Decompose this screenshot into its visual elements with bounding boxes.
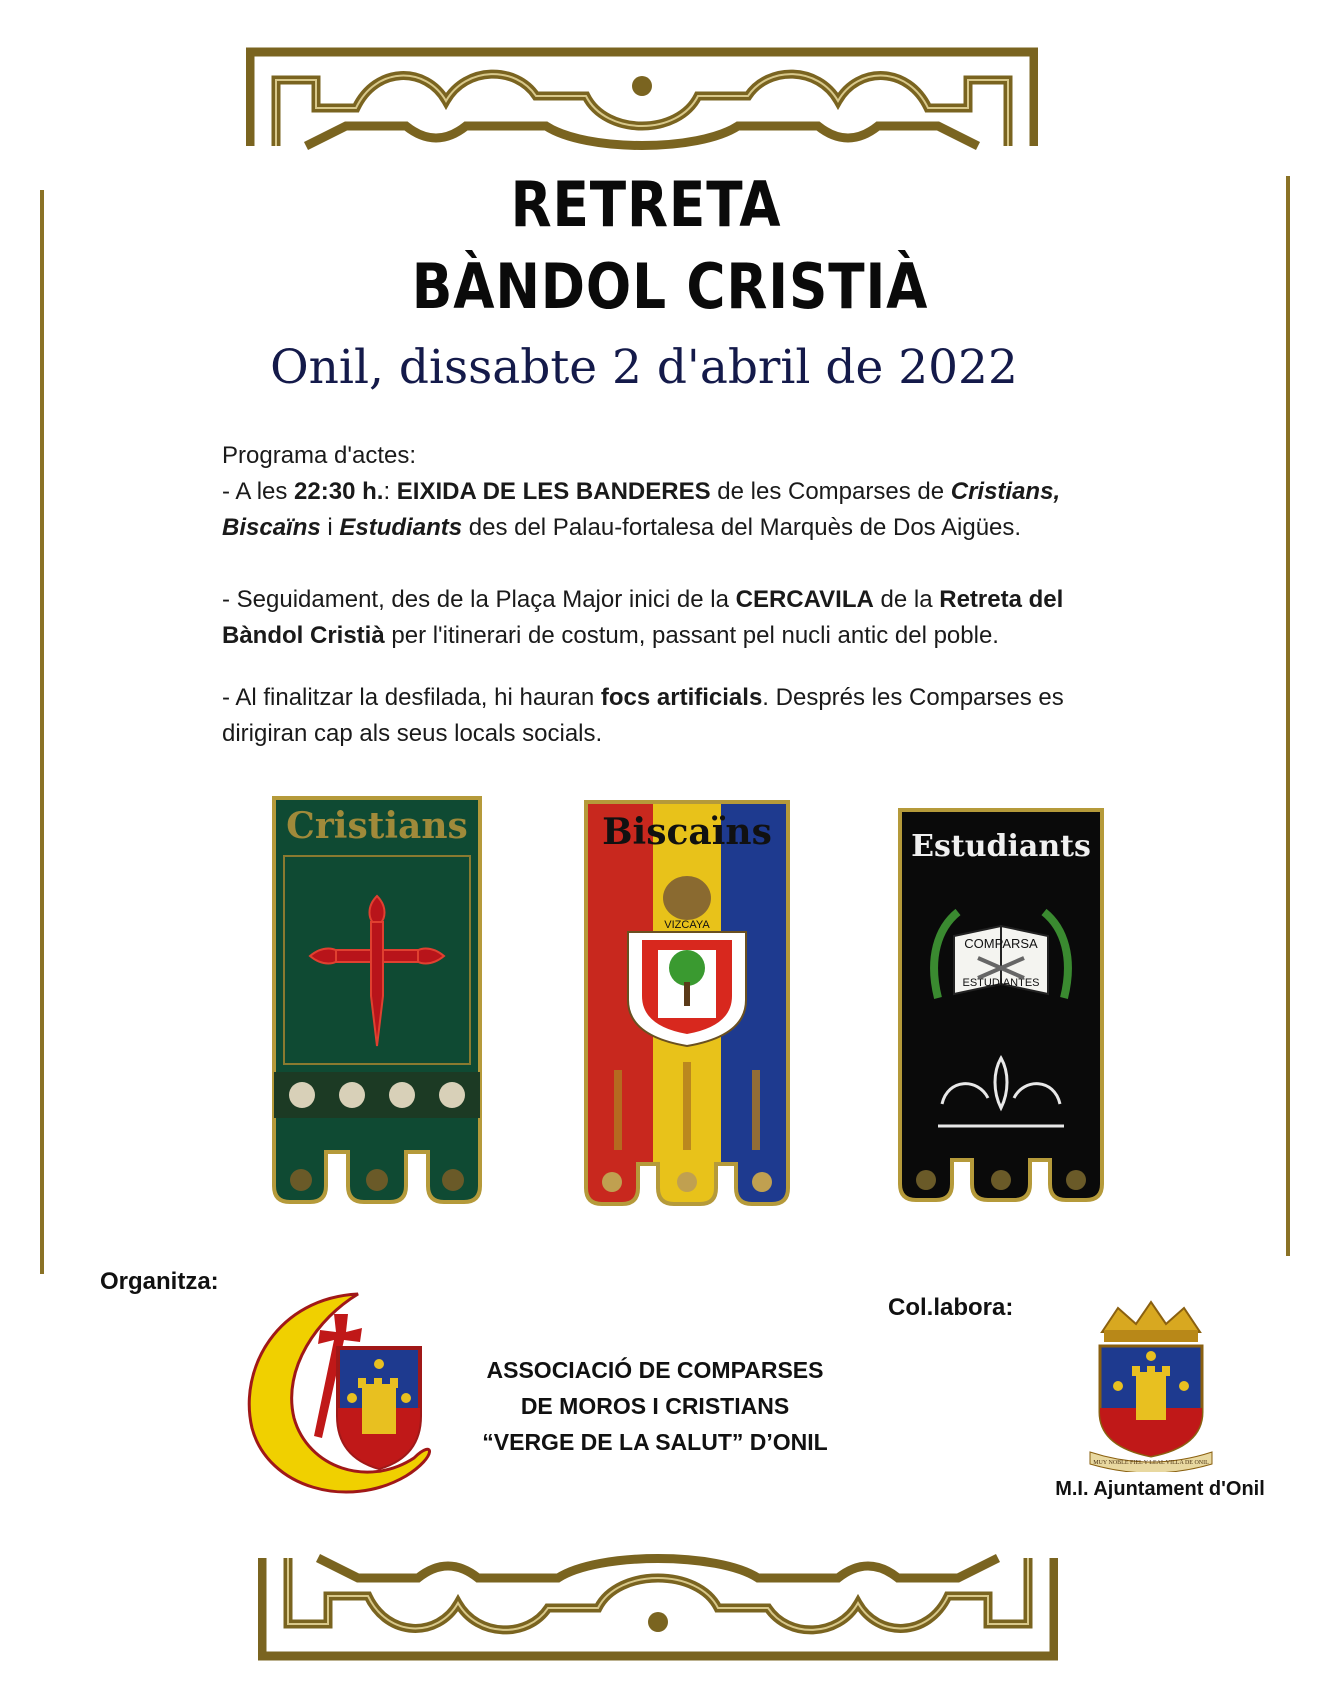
program-heading: Programa d'actes: bbox=[222, 442, 417, 469]
association-line-1: ASSOCIACIÓ DE COMPARSES bbox=[486, 1357, 824, 1383]
colabora-label: Col.labora: bbox=[888, 1294, 1014, 1321]
top-ornament bbox=[246, 46, 1038, 152]
banner-estudiants bbox=[898, 808, 1104, 1204]
association-line-2: DE MOROS I CRISTIANS bbox=[520, 1393, 790, 1419]
association-logo bbox=[238, 1288, 448, 1500]
banner-cristians bbox=[272, 796, 482, 1206]
book-bottom-label: ESTUDIANTES bbox=[962, 977, 1040, 989]
crown-icon bbox=[1102, 1302, 1200, 1332]
organitza-label: Organitza: bbox=[100, 1268, 219, 1295]
castle-icon bbox=[358, 1378, 398, 1434]
title-line-1: RETRETA bbox=[510, 168, 782, 241]
program-item-2: - Seguidament, des de la Plaça Major inici de la CERCAVILA de la Retreta del Bàndol Cristià per l'itinerari de costum, passant pel nucli antic del poble. bbox=[222, 586, 1064, 649]
banner-biscains-label: Biscaïns bbox=[602, 811, 772, 853]
program-item-1: - A les 22:30 h.: EIXIDA DE LES BANDERES de les Comparses de Cristians, Biscaïns i Estudiants des del Palau-fortalesa del Marquès de Dos Aigües. bbox=[222, 478, 1061, 541]
banner-biscains bbox=[584, 800, 790, 1208]
association-line-3: “VERGE DE LA SALUT” D’ONIL bbox=[482, 1429, 828, 1455]
association-name bbox=[440, 1352, 870, 1460]
town-crest bbox=[1080, 1296, 1222, 1472]
right-border-line bbox=[1286, 176, 1290, 1256]
banner-cristians-label: Cristians bbox=[286, 805, 468, 847]
book-top-label: COMPARSA bbox=[964, 936, 1038, 951]
title-line-2: BÀNDOL CRISTIÀ bbox=[411, 250, 929, 323]
crest-ribbon-text: MUY NOBLE FIEL Y LEAL VILLA DE ONIL bbox=[1093, 1460, 1209, 1466]
bottom-ornament bbox=[258, 1552, 1058, 1662]
vizcaya-shield-label: VIZCAYA bbox=[664, 919, 710, 931]
banner-estudiants-label: Estudiants bbox=[911, 829, 1091, 864]
ajuntament-label: M.I. Ajuntament d'Onil bbox=[1055, 1478, 1265, 1500]
program-item-3: - Al finalitzar la desfilada, hi hauran focs artificials. Després les Comparses es dirigiran cap als seus locals socials. bbox=[222, 684, 1064, 747]
event-date-subtitle: Onil, dissabte 2 d'abril de 2022 bbox=[270, 340, 1018, 395]
